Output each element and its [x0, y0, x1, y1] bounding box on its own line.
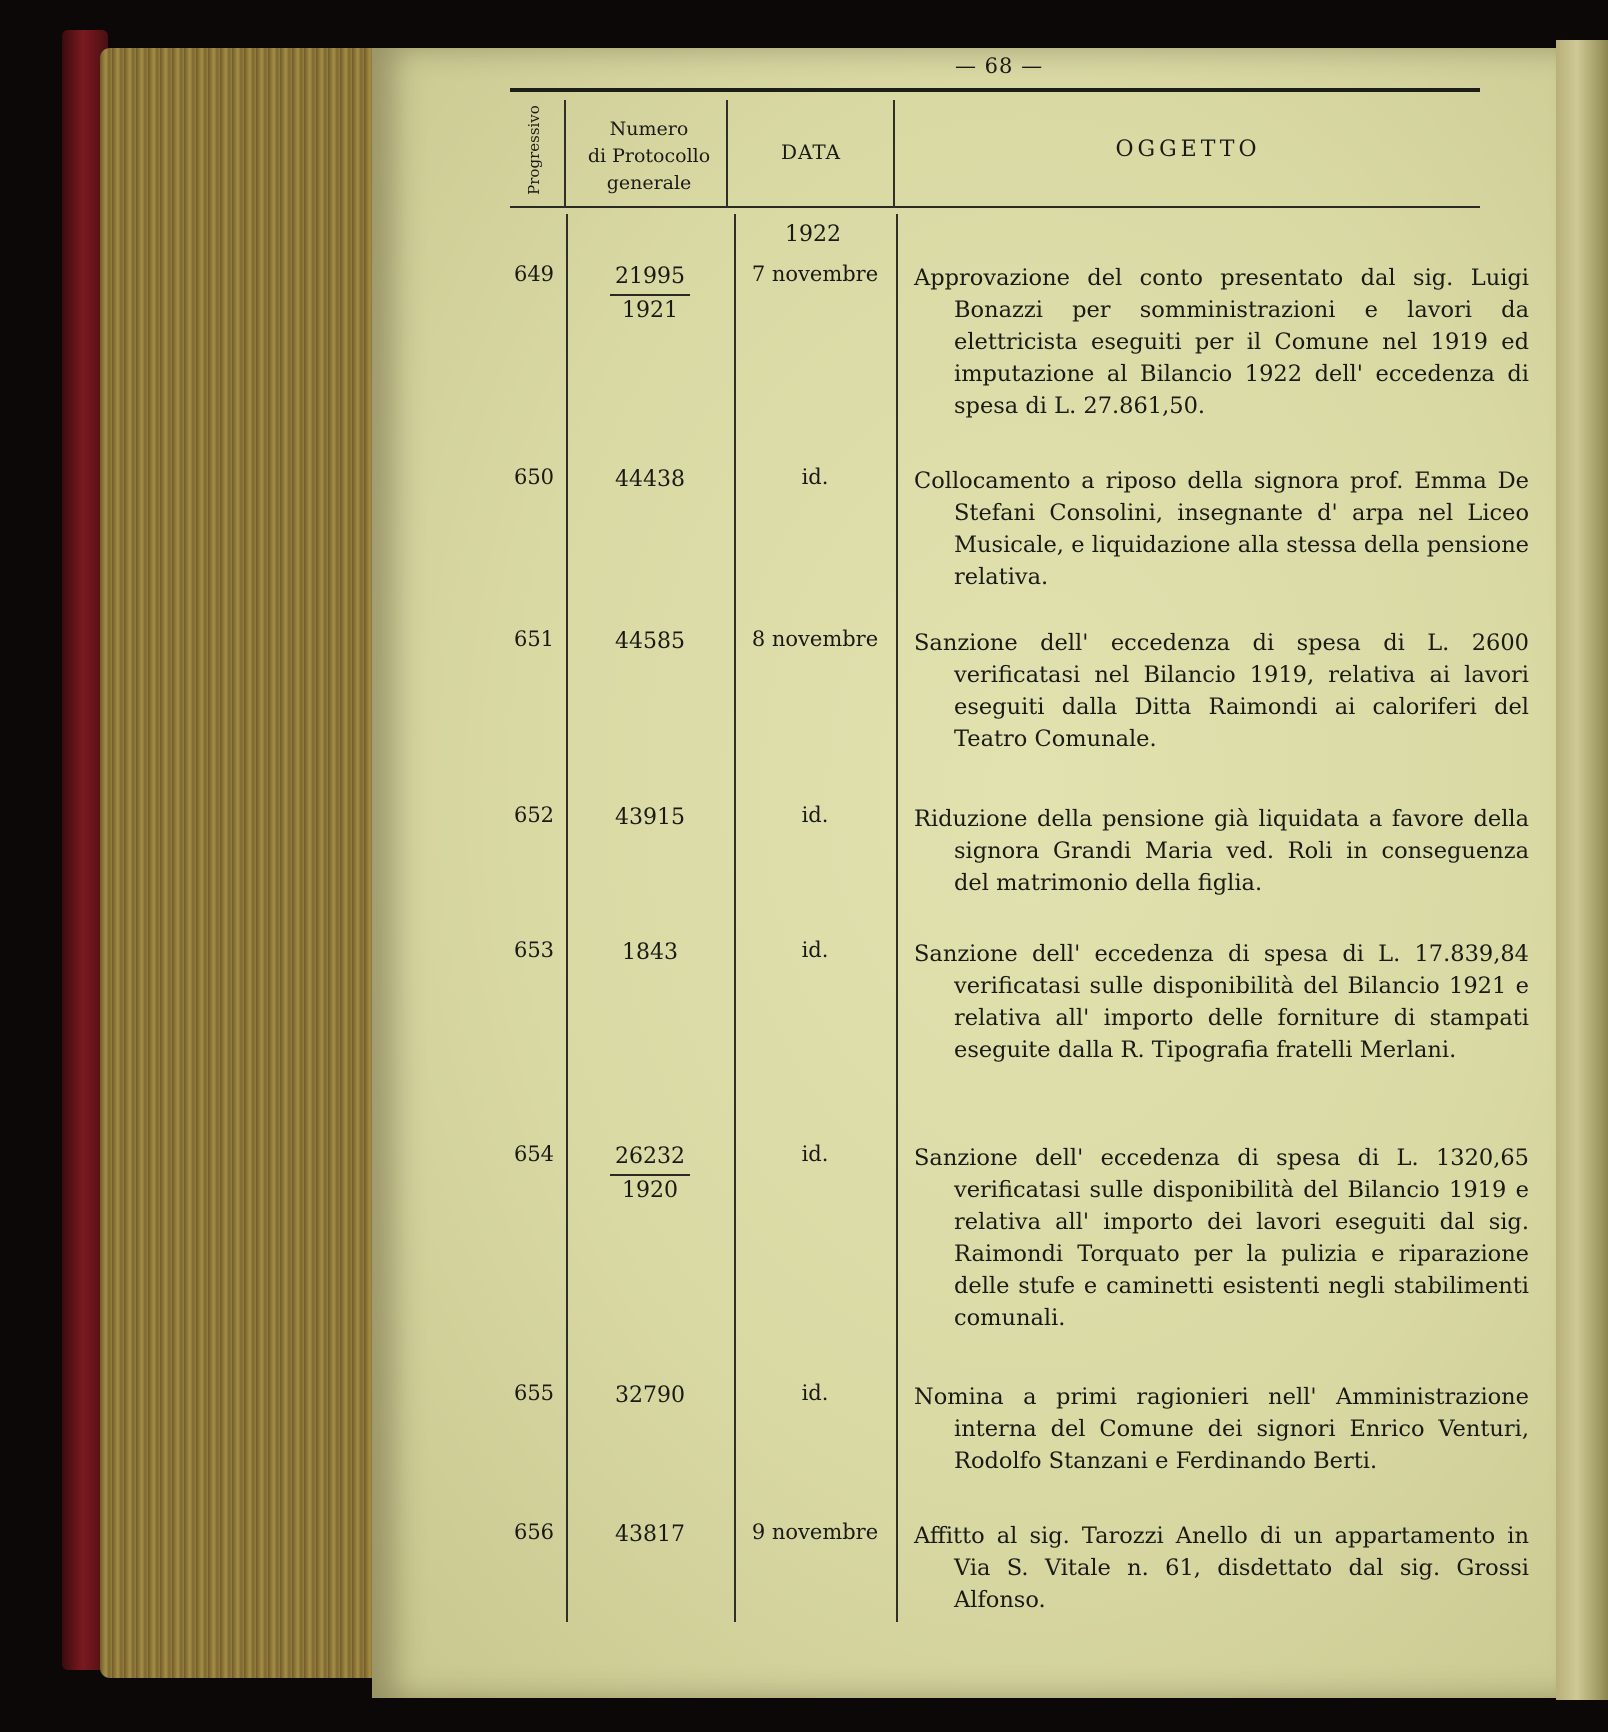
- protocol-number: 43817: [615, 1522, 685, 1547]
- column-divider: [566, 214, 568, 1622]
- cell-numero: [570, 1381, 730, 1411]
- cell-numero: [570, 465, 730, 495]
- header-numero-line: generale: [606, 172, 692, 194]
- cell-progressivo: 651: [513, 627, 555, 651]
- cell-progressivo: 654: [513, 1142, 555, 1166]
- protocol-number: 21995: [615, 264, 685, 289]
- cell-data: id.: [801, 465, 829, 489]
- protocol-number: 32790: [615, 1383, 685, 1408]
- column-divider: [564, 100, 566, 208]
- cell-oggetto: Approvazione del conto presentato dal sig. Luigi Bonazzi per somministrazioni e lavori da elettricista eseguiti per il Comune nel 1919 ed imputazione al Bilancio 1922 dell' eccedenza di spesa di L. 27.861,50.: [914, 265, 1529, 419]
- protocol-number: 43915: [615, 805, 685, 830]
- cell-oggetto: Sanzione dell' eccedenza di spesa di L. 1320,65 verificatasi sulle disponibilità del Bilancio 1919 e relativa all' importo dei lavori eseguiti dal sig. Raimondi Torquato per la pulizia e riparazione delle stufe e caminetti esistenti negli stabilimenti comunali.: [914, 1145, 1529, 1331]
- cell-numero: [570, 627, 730, 657]
- column-divider: [893, 100, 895, 208]
- protocol-year: 1921: [610, 294, 690, 324]
- protocol-year: 1920: [610, 1174, 690, 1204]
- page-edges: [100, 48, 378, 1678]
- cell-data: id.: [801, 1381, 829, 1405]
- cell-oggetto: Affitto al sig. Tarozzi Anello di un appartamento in Via S. Vitale n. 61, disdettato dal sig. Grossi Alfonso.: [914, 1523, 1529, 1613]
- header-numero-line: Numero: [609, 118, 689, 140]
- protocol-number: 44585: [615, 629, 685, 654]
- header-progressivo-label: Progressivo: [525, 105, 543, 195]
- page-number: — 68 —: [955, 54, 1044, 78]
- cell-oggetto: Sanzione dell' eccedenza di spesa di L. 2600 verificatasi nel Bilancio 1919, relativa ai lavori eseguiti dalla Ditta Raimondi ai caloriferi del Teatro Comunale.: [914, 630, 1529, 752]
- cell-oggetto: Nomina a primi ragionieri nell' Amministrazione interna del Comune dei signori Enrico Venturi, Rodolfo Stanzani e Ferdinando Berti.: [914, 1384, 1529, 1474]
- cell-progressivo: 655: [513, 1381, 555, 1405]
- protocol-number: 1843: [622, 940, 678, 965]
- cell-data: 9 novembre: [751, 1520, 879, 1544]
- cell-data: 7 novembre: [751, 262, 879, 286]
- protocol-number: 44438: [615, 467, 685, 492]
- header-progressivo: [517, 100, 551, 200]
- year-heading: 1922: [785, 222, 841, 247]
- header-oggetto: OGGETTO: [1115, 137, 1261, 162]
- cell-data: 8 novembre: [751, 627, 879, 651]
- cell-data: id.: [801, 938, 829, 962]
- cell-numero: [570, 1142, 730, 1204]
- cell-progressivo: 650: [513, 465, 555, 489]
- cell-numero: [570, 803, 730, 833]
- protocol-number: 26232: [615, 1144, 685, 1169]
- cell-numero: [570, 262, 730, 324]
- cell-progressivo: 652: [513, 803, 555, 827]
- cell-data: id.: [801, 803, 829, 827]
- column-divider: [896, 214, 898, 1622]
- cell-numero: [570, 938, 730, 968]
- cell-numero: [570, 1520, 730, 1550]
- header-numero-line: di Protocollo: [587, 145, 711, 167]
- cell-oggetto: Riduzione della pensione già liquidata a favore della signora Grandi Maria ved. Roli in conseguenza del matrimonio della figlia.: [914, 806, 1529, 896]
- cell-oggetto: Collocamento a riposo della signora prof. Emma De Stefani Consolini, insegnante d' arpa nel Liceo Musicale, e liquidazione alla stessa della pensione relativa.: [914, 468, 1529, 590]
- cell-progressivo: 653: [513, 938, 555, 962]
- cell-data: id.: [801, 1142, 829, 1166]
- cell-oggetto: Sanzione dell' eccedenza di spesa di L. 17.839,84 verificatasi sulle disponibilità del Bilancio 1921 e relativa all' importo delle forniture di stampati eseguite dalla R. Tipografia fratelli Merlani.: [914, 941, 1529, 1063]
- header-numero-protocollo: [570, 116, 728, 197]
- facing-page-edge: [1556, 40, 1608, 1700]
- cell-progressivo: 649: [513, 262, 555, 286]
- column-divider: [734, 214, 736, 1622]
- cell-progressivo: 656: [513, 1520, 555, 1544]
- header-rule: [510, 206, 1480, 208]
- header-data: DATA: [780, 140, 842, 164]
- top-rule: [510, 88, 1480, 92]
